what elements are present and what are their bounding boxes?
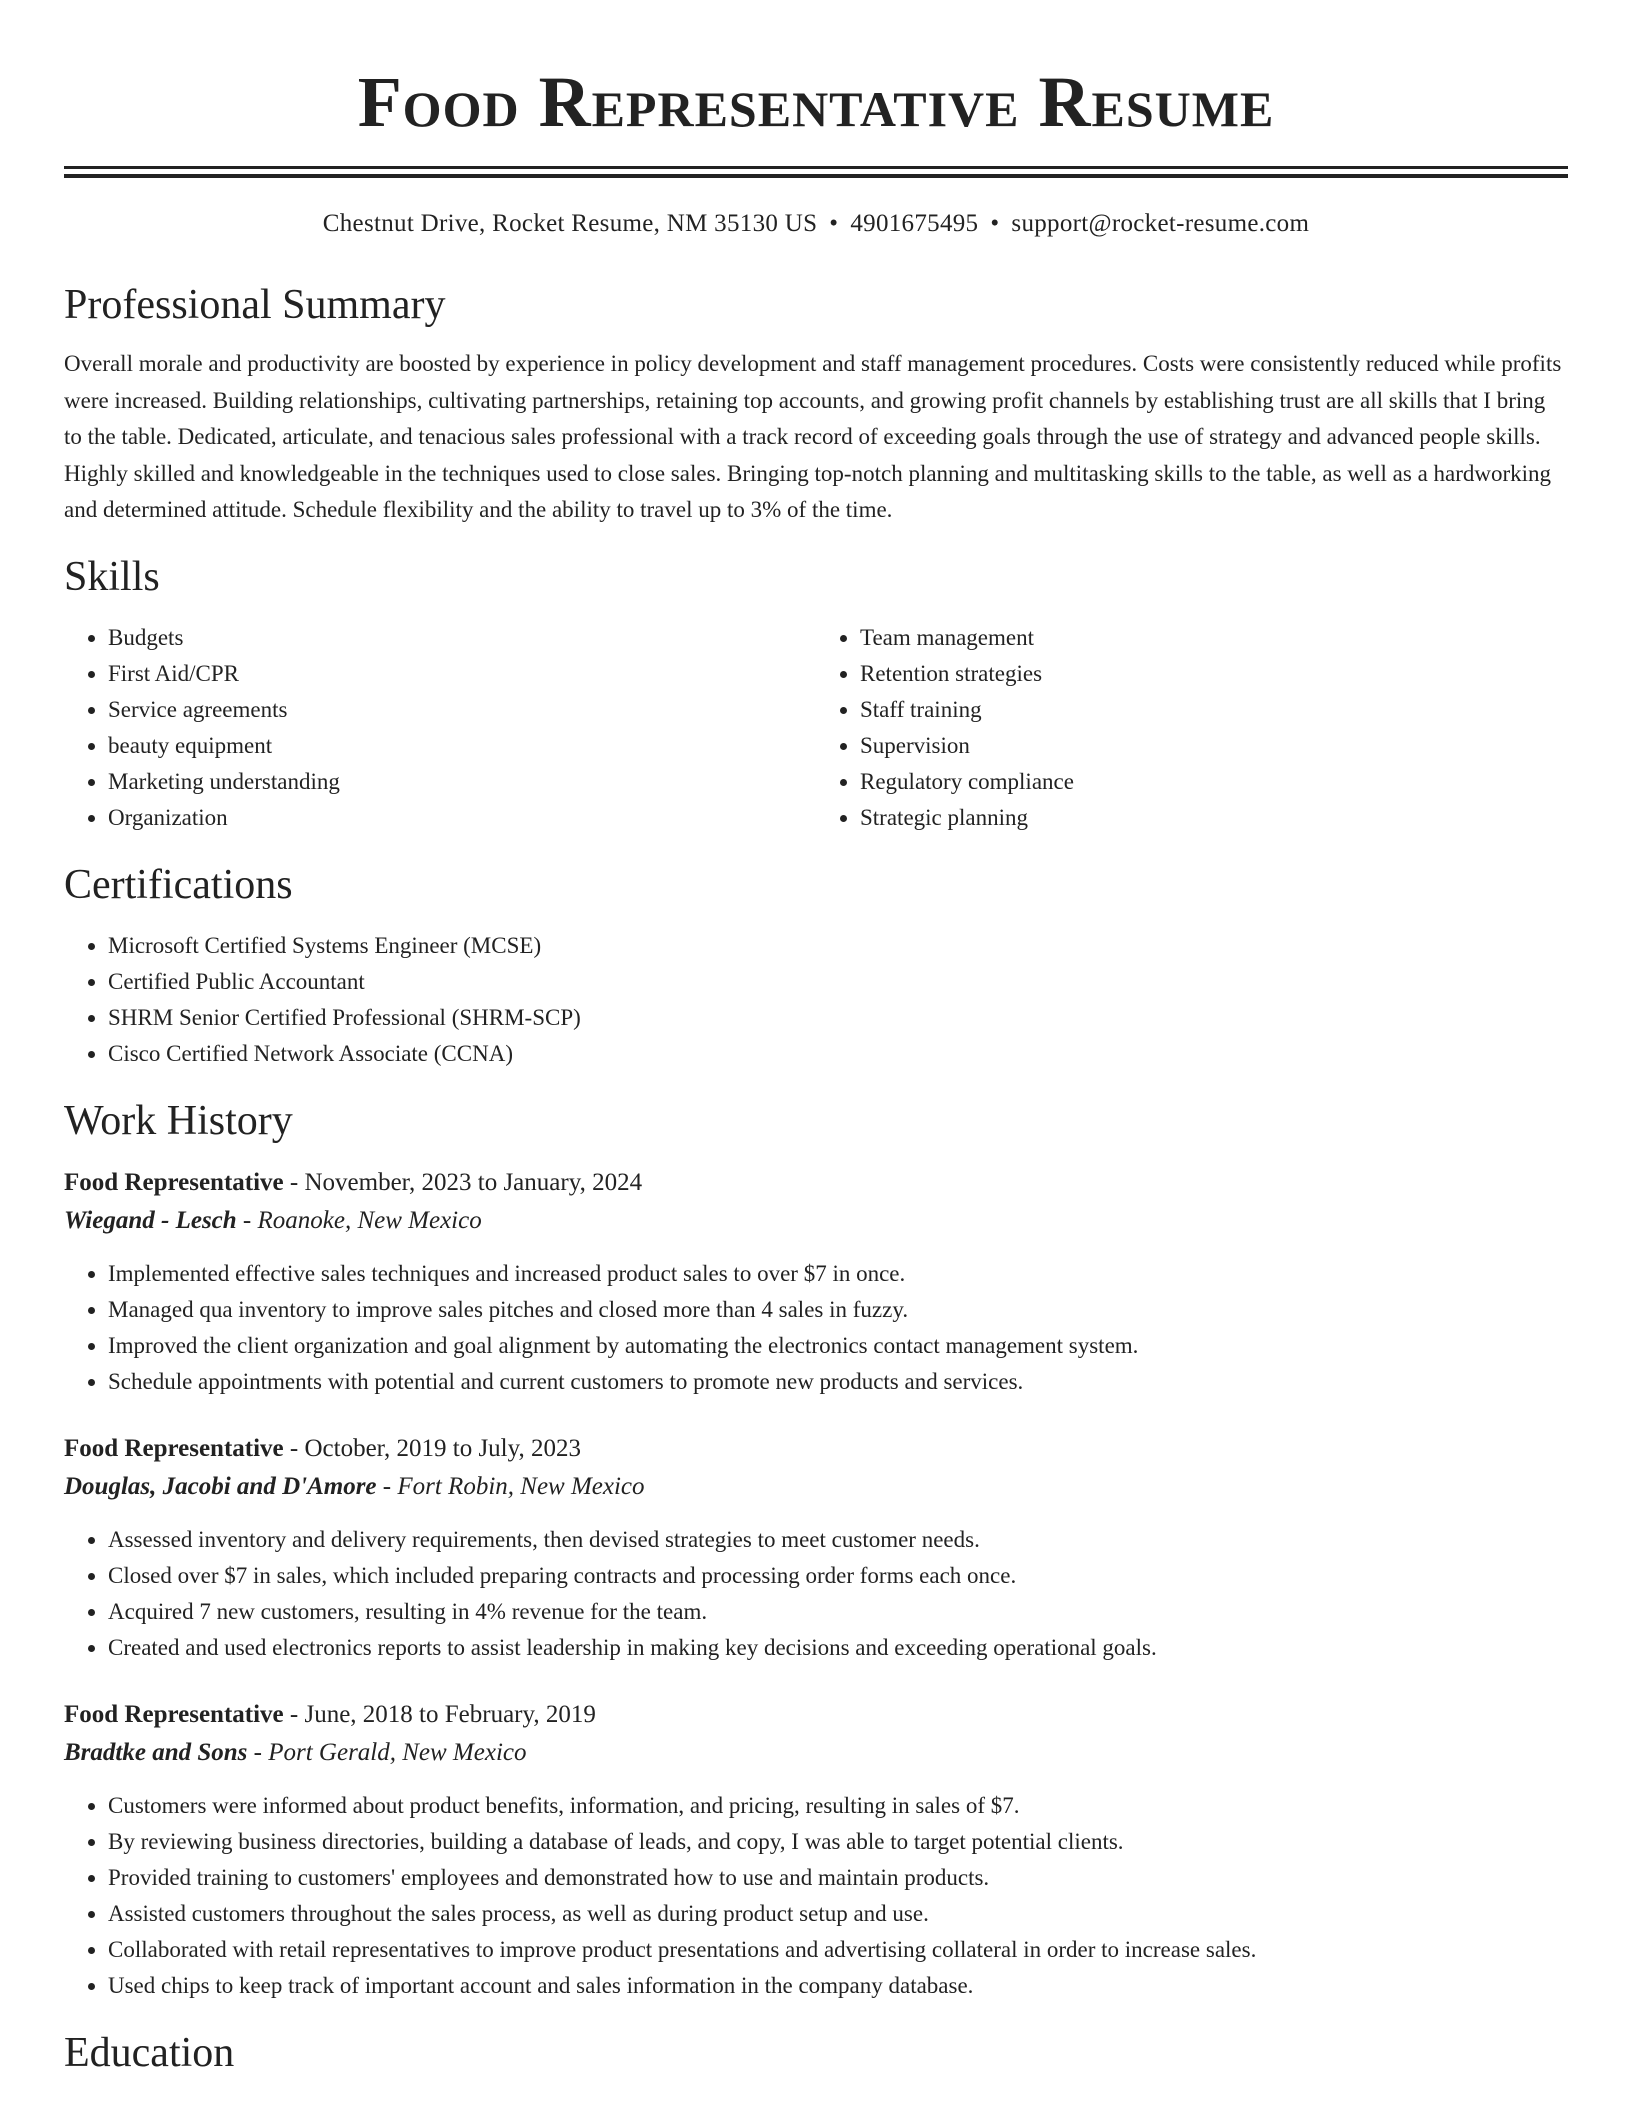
job-bullets: [64, 1522, 1568, 1666]
skill-item: • Retention strategies: [860, 656, 1568, 692]
job-location: Roanoke, New Mexico: [257, 1206, 482, 1234]
skill-item: • Staff training: [860, 692, 1568, 728]
contact-phone: 4901675495: [850, 210, 979, 237]
job-company: Wiegand - Lesch: [64, 1206, 237, 1234]
job-title-line: Food Representative - November, 2023 to January, 2024: [64, 1168, 643, 1196]
certification-item: • SHRM Senior Certified Professional (SHRM-SCP): [108, 1000, 1568, 1036]
job-bullet: • Closed over $7 in sales, which included preparing contracts and processing order forms each once.: [108, 1558, 1568, 1594]
job-title: Food Representative: [64, 1700, 284, 1728]
contact-separator: •: [829, 210, 839, 237]
contact-separator: •: [990, 210, 1000, 237]
title-divider: [64, 166, 1568, 178]
job-bullet: • Created and used electronics reports to assist leadership in making key decisions and exceeding operational goals.: [108, 1630, 1568, 1666]
job-entry: [64, 1430, 1568, 1666]
education-heading: Education: [64, 2029, 235, 2076]
job-title-line: Food Representative - October, 2019 to July, 2023: [64, 1434, 581, 1462]
contact-email: support@rocket-resume.com: [1011, 210, 1310, 237]
job-bullet: • Assisted customers throughout the sales process, as well as during product setup and use.: [108, 1896, 1568, 1932]
job-entry: [64, 1164, 1568, 1400]
contact-line: [64, 208, 1568, 240]
skill-item: • First Aid/CPR: [108, 656, 816, 692]
job-bullet: • Implemented effective sales techniques and increased product sales to over $7 in once.: [108, 1256, 1568, 1292]
job-bullet: • Used chips to keep track of important account and sales information in the company database.: [108, 1968, 1568, 2004]
job-bullet: • Provided training to customers' employees and demonstrated how to use and maintain products.: [108, 1860, 1568, 1896]
job-title: Food Representative: [64, 1434, 284, 1462]
job-location: Fort Robin, New Mexico: [397, 1472, 645, 1500]
job-title: Food Representative: [64, 1168, 284, 1196]
certification-item: • Certified Public Accountant: [108, 964, 1568, 1000]
skills-columns: [64, 620, 1568, 836]
skill-item: • Service agreements: [108, 692, 816, 728]
job-bullet: • Managed qua inventory to improve sales pitches and closed more than 4 sales in fuzzy.: [108, 1292, 1568, 1328]
job-bullet: • Assessed inventory and delivery requirements, then devised strategies to meet customer needs.: [108, 1522, 1568, 1558]
job-bullet: • Collaborated with retail representatives to improve product presentations and advertising collateral in order to increase sales.: [108, 1932, 1568, 1968]
skill-item: • Regulatory compliance: [860, 764, 1568, 800]
job-bullets: [64, 1256, 1568, 1400]
skills-list-right: [816, 620, 1568, 836]
summary-text: Overall morale and productivity are boosted by experience in policy development and staff management procedures. Costs were consistently reduced while profits were increased. Building relationships, cultivating partnerships, retaining top accounts, and growing profit channels by establishing trust are all skills that I bring to the table. Dedicated, articulate, and tenacious sales professional with a track record of exceeding goals through the use of strategy and advanced people skills. Highly skilled and knowledgeable in the techniques used to close sales. Bringing top-notch planning and multitasking skills to the table, as well as a hardworking and determined attitude. Schedule flexibility and the ability to travel up to 3% of the time.: [64, 351, 1562, 522]
job-bullet: • Customers were informed about product benefits, information, and pricing, resulting in sales of $7.: [108, 1788, 1568, 1824]
job-title-line: Food Representative - June, 2018 to February, 2019: [64, 1700, 596, 1728]
skill-item: • Marketing understanding: [108, 764, 816, 800]
certification-item: • Microsoft Certified Systems Engineer (MCSE): [108, 928, 1568, 964]
job-bullet: • Improved the client organization and goal alignment by automating the electronics contact management system.: [108, 1328, 1568, 1364]
certification-item: • Cisco Certified Network Associate (CCNA): [108, 1036, 1568, 1072]
job-dates: October, 2019 to July, 2023: [304, 1434, 581, 1462]
job-dates: June, 2018 to February, 2019: [304, 1700, 596, 1728]
job-company-line: Wiegand - Lesch - Roanoke, New Mexico: [64, 1206, 482, 1234]
job-location: Port Gerald, New Mexico: [268, 1738, 527, 1766]
job-bullet: • By reviewing business directories, building a database of leads, and copy, I was able to target potential clients.: [108, 1824, 1568, 1860]
work-history-heading: Work History: [64, 1097, 293, 1144]
job-bullet: • Acquired 7 new customers, resulting in 4% revenue for the team.: [108, 1594, 1568, 1630]
job-bullet: • Schedule appointments with potential and current customers to promote new products and services.: [108, 1364, 1568, 1400]
skill-item: • Budgets: [108, 620, 816, 656]
skills-list-left: [64, 620, 816, 836]
summary-heading: Professional Summary: [64, 282, 446, 328]
job-company: Bradtke and Sons: [64, 1738, 248, 1766]
job-bullets: [64, 1788, 1568, 2004]
job-company-line: Douglas, Jacobi and D'Amore - Fort Robin, New Mexico: [64, 1472, 645, 1500]
job-company: Douglas, Jacobi and D'Amore: [64, 1472, 377, 1500]
skill-item: • Supervision: [860, 728, 1568, 764]
skills-heading: Skills: [64, 553, 160, 600]
resume-page: [64, 0, 1568, 2078]
resume-title: Food Representative Resume: [357, 62, 1275, 142]
skill-item: • Strategic planning: [860, 800, 1568, 836]
certifications-heading: Certifications: [64, 861, 293, 908]
skill-item: • Team management: [860, 620, 1568, 656]
skill-item: • beauty equipment: [108, 728, 816, 764]
certifications-list: [64, 928, 1568, 1072]
contact-address: Chestnut Drive, Rocket Resume, NM 35130 US: [322, 210, 818, 237]
job-dates: November, 2023 to January, 2024: [304, 1168, 643, 1196]
job-company-line: Bradtke and Sons - Port Gerald, New Mexico: [64, 1738, 527, 1766]
skill-item: • Organization: [108, 800, 816, 836]
job-entry: [64, 1696, 1568, 2004]
